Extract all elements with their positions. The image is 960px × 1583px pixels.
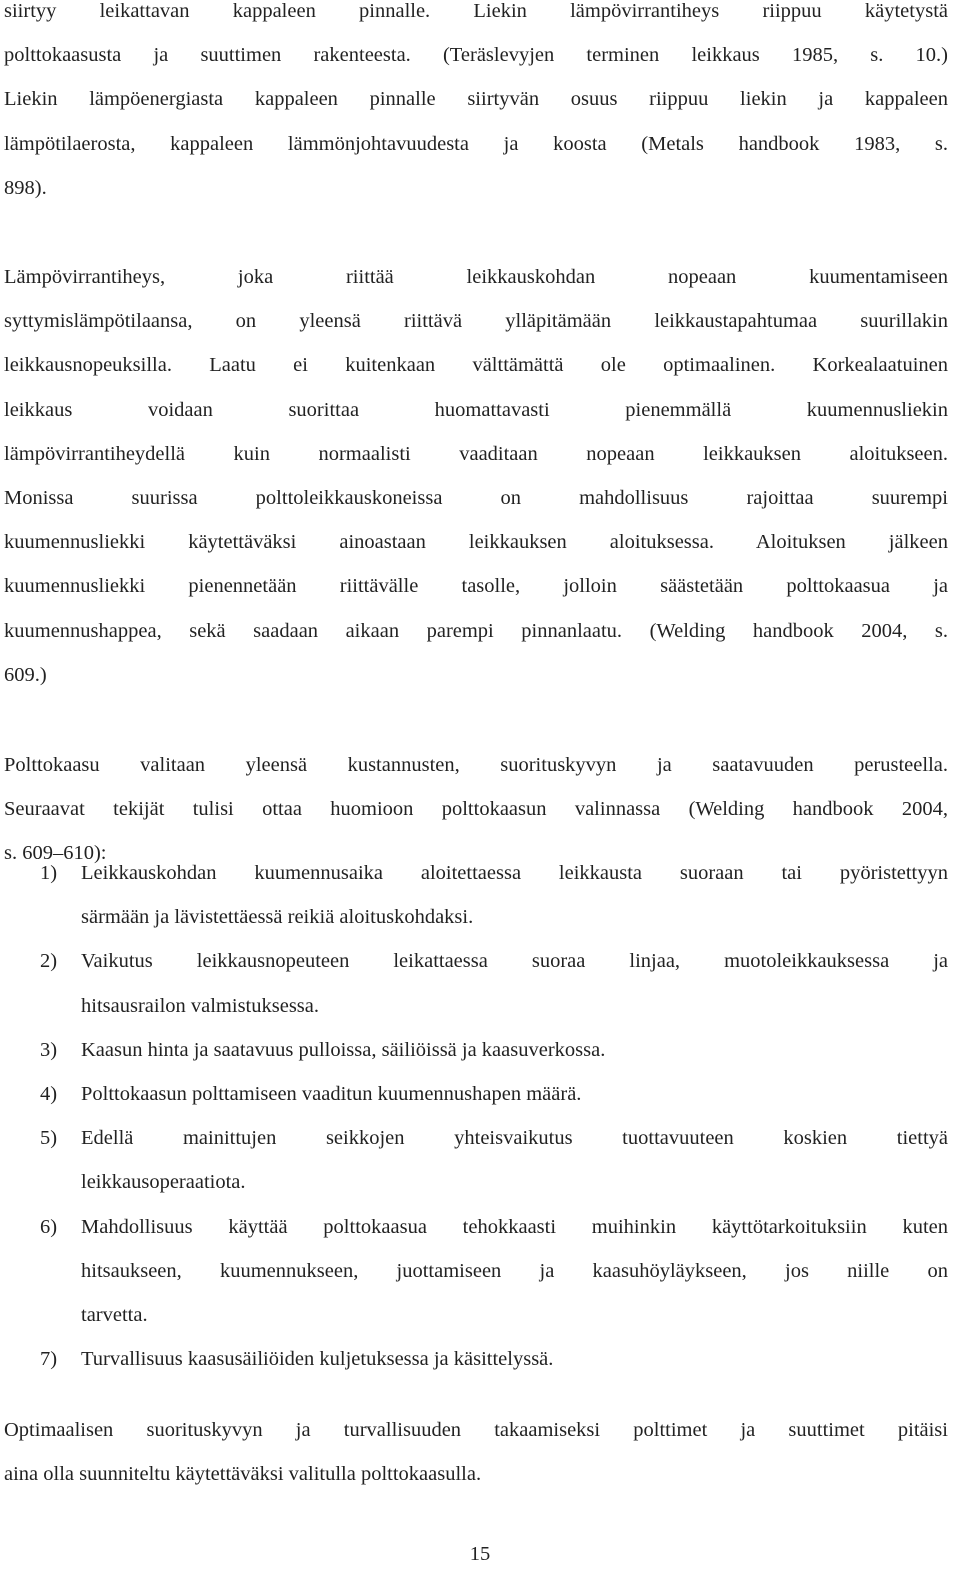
text-line: Optimaalisen suorituskyvyn ja turvallisuuden takaamiseksi polttimet ja suuttimet pitäisi bbox=[4, 1419, 948, 1441]
text-line: lämpötilaerosta, kappaleen lämmönjohtavuudesta ja koosta (Metals handbook 1983, s. bbox=[4, 132, 948, 155]
list-item-number: 1) bbox=[40, 862, 58, 884]
text-line: hitsaukseen, kuumennukseen, juottamiseen ja kaasuhöyläykseen, jos niille on bbox=[81, 1259, 948, 1282]
list-item-number: 3) bbox=[40, 1038, 58, 1061]
list-item bbox=[4, 1072, 948, 1116]
text-line: s. 609–610): bbox=[4, 842, 107, 865]
text-line: kuumennushappea, sekä saadaan aikaan parempi pinnanlaatu. (Welding handbook 2004, s. bbox=[4, 619, 948, 642]
text-line: lämpövirrantiheydellä kuin normaalisti vaaditaan nopeaan leikkauksen aloitukseen. bbox=[4, 442, 948, 465]
text-line: leikkausoperaatiota. bbox=[81, 1171, 246, 1194]
text-line: Turvallisuus kaasusäiliöiden kuljetuksessa ja käsittelyssä. bbox=[81, 1348, 554, 1371]
text-line: hitsausrailon valmistuksessa. bbox=[81, 994, 320, 1017]
text-line: Polttokaasu valitaan yleensä kustannusten, suorituskyvyn ja saatavuuden perusteella. bbox=[4, 754, 948, 776]
page-number: 15 bbox=[469, 1543, 491, 1565]
list-item-text bbox=[81, 1072, 948, 1116]
text-line: aina olla suunniteltu käytettäväksi valitulla polttokaasulla. bbox=[4, 1463, 482, 1486]
list-item-text bbox=[81, 939, 948, 1027]
list-item-text bbox=[81, 1205, 948, 1338]
text-line: Liekin lämpöenergiasta kappaleen pinnalle siirtyvän osuus riippuu liekin ja kappaleen bbox=[4, 88, 948, 111]
list-item-text bbox=[81, 1337, 948, 1381]
text-line: kuumennusliekki käytettäväksi ainoastaan leikkauksen aloituksessa. Aloituksen jälkeen bbox=[4, 531, 948, 554]
text-line: Mahdollisuus käyttää polttokaasua tehokkaasti muihinkin käyttötarkoituksiin kuten bbox=[81, 1215, 948, 1238]
list-item-number: 4) bbox=[40, 1083, 58, 1106]
list-item-text bbox=[81, 1116, 948, 1204]
selection-factors-list bbox=[4, 851, 948, 1381]
text-line: Polttokaasun polttamiseen vaaditun kuumennushapen määrä. bbox=[81, 1083, 582, 1106]
text-line: Kaasun hinta ja saatavuus pulloissa, säiliöissä ja kaasuverkossa. bbox=[81, 1038, 606, 1061]
list-item-text bbox=[81, 851, 948, 939]
text-line: Lämpövirrantiheys, joka riittää leikkauskohdan nopeaan kuumentamiseen bbox=[4, 266, 948, 288]
text-line: kuumennusliekki pienennetään riittävälle tasolle, jolloin säästetään polttokaasua ja bbox=[4, 575, 948, 598]
list-item-text bbox=[81, 1028, 948, 1072]
text-line: Monissa suurissa polttoleikkauskoneissa on mahdollisuus rajoittaa suurempi bbox=[4, 487, 948, 510]
text-line: tarvetta. bbox=[81, 1304, 148, 1327]
text-line: syttymislämpötilaansa, on yleensä riittävä ylläpitämään leikkaustapahtumaa suurillakin bbox=[4, 310, 948, 333]
text-line: leikkaus voidaan suorittaa huomattavasti pienemmällä kuumennusliekin bbox=[4, 398, 948, 421]
text-line: 898). bbox=[4, 176, 47, 199]
text-line: 609.) bbox=[4, 663, 47, 686]
list-item-number: 2) bbox=[40, 950, 58, 973]
list-item-number: 6) bbox=[40, 1215, 58, 1238]
paragraph-conclusion bbox=[4, 1408, 948, 1496]
text-line: Leikkauskohdan kuumennusaika aloitettaessa leikkausta suoraan tai pyöristettyyn bbox=[81, 862, 948, 884]
list-item-number: 5) bbox=[40, 1127, 58, 1150]
paragraph-heat-flux-density bbox=[4, 255, 948, 697]
list-item bbox=[4, 939, 948, 1027]
list-item-number: 7) bbox=[40, 1348, 58, 1371]
list-item bbox=[4, 1337, 948, 1381]
text-line: särmään ja lävistettäessä reikiä aloituskohdaksi. bbox=[81, 906, 474, 929]
list-item bbox=[4, 1028, 948, 1072]
text-line: Edellä mainittujen seikkojen yhteisvaikutus tuottavuuteen koskien tiettyä bbox=[81, 1127, 948, 1150]
paragraph-flame-heat-transfer bbox=[4, 0, 948, 210]
list-item bbox=[4, 851, 948, 939]
list-item bbox=[4, 1116, 948, 1204]
text-line: leikkausnopeuksilla. Laatu ei kuitenkaan välttämättä ole optimaalinen. Korkealaatuinen bbox=[4, 354, 948, 377]
text-line: siirtyy leikattavan kappaleen pinnalle. Liekin lämpövirrantiheys riippuu käytetystä bbox=[4, 0, 948, 22]
text-line: Seuraavat tekijät tulisi ottaa huomioon polttokaasun valinnassa (Welding handbook 2004, bbox=[4, 798, 948, 821]
list-item bbox=[4, 1205, 948, 1338]
text-line: Vaikutus leikkausnopeuteen leikattaessa suoraa linjaa, muotoleikkauksessa ja bbox=[81, 950, 948, 973]
text-line: polttokaasusta ja suuttimen rakenteesta. (Teräslevyjen terminen leikkaus 1985, s. 10.) bbox=[4, 44, 948, 67]
